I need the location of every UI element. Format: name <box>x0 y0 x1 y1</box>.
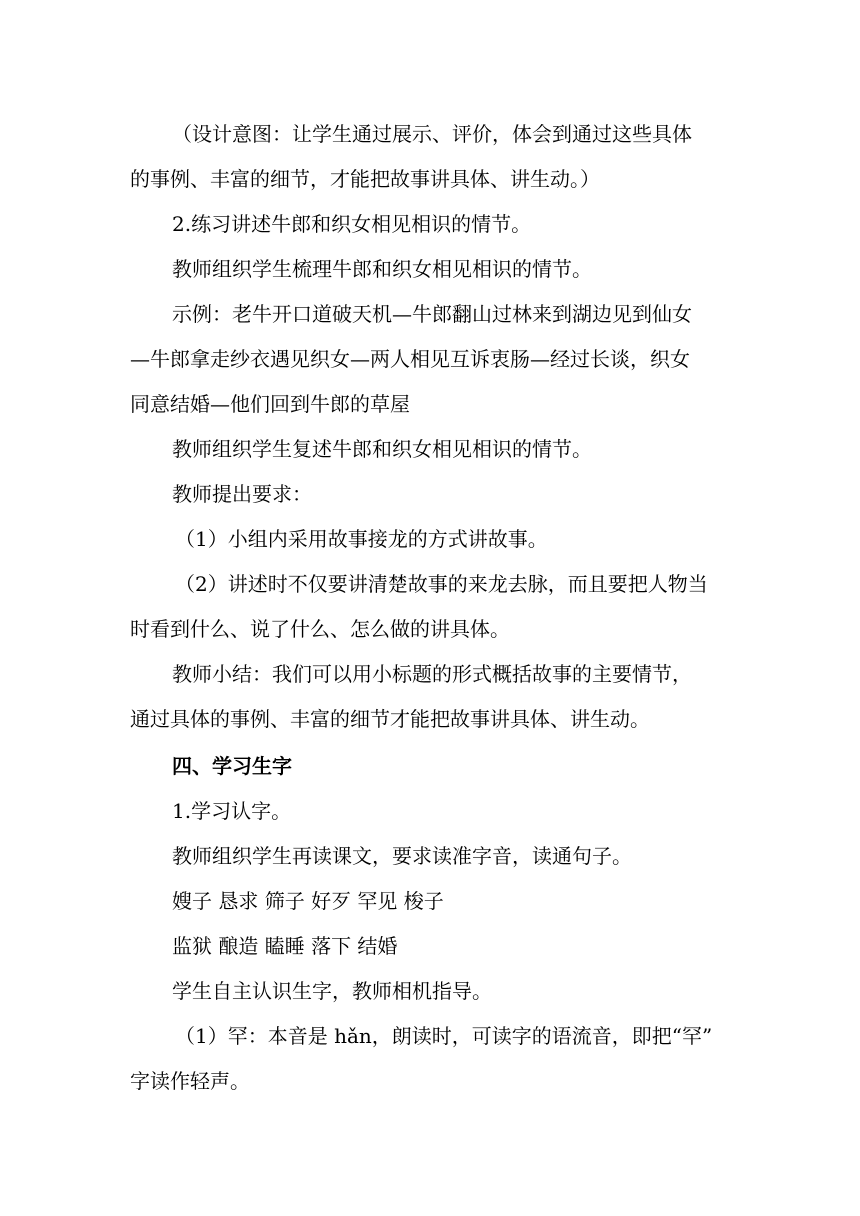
teacher-organize-read: 教师组织学生再读课文，要求读准字音，读通句子。 <box>172 844 632 868</box>
note-1-line-2: 字读作轻声。 <box>130 1069 250 1093</box>
design-intent-line-1: （设计意图：让学生通过展示、评价，体会到通过这些具体 <box>172 122 692 146</box>
design-intent-line-2: 的事例、丰富的细节，才能把故事讲具体、讲生动。） <box>130 167 600 191</box>
example-line-2: —牛郎拿走纱衣遇见织女—两人相见互诉衷肠—经过长谈，织女 <box>130 347 690 371</box>
note-1-line-1: （1）罕：本音是 hǎn，朗读时，可读字的语流音，即把“罕” <box>175 1024 713 1048</box>
requirement-1: （1）小组内采用故事接龙的方式讲故事。 <box>175 527 548 551</box>
step-1-title: 1.学习认字。 <box>172 799 292 823</box>
document-page <box>130 112 730 1104</box>
requirement-2-line-2: 时看到什么、说了什么、怎么做的讲具体。 <box>130 617 510 641</box>
teacher-summary-line-1: 教师小结：我们可以用小标题的形式概括故事的主要情节， <box>172 662 692 686</box>
teacher-requirements: 教师提出要求： <box>172 482 312 506</box>
vocab-line-1: 嫂子 恳求 筛子 好歹 罕见 梭子 <box>172 889 444 913</box>
step-2-title: 2.练习讲述牛郎和织女相见相识的情节。 <box>172 212 532 236</box>
requirement-2-line-1: （2）讲述时不仅要讲清楚故事的来龙去脉，而且要把人物当 <box>175 572 708 596</box>
example-line-1: 示例：老牛开口道破天机—牛郎翻山过林来到湖边见到仙女 <box>172 302 692 326</box>
teacher-summary-line-2: 通过具体的事例、丰富的细节才能把故事讲具体、讲生动。 <box>130 707 650 731</box>
vocab-line-2: 监狱 酿造 瞌睡 落下 结婚 <box>172 934 398 958</box>
example-line-3: 同意结婚—他们回到牛郎的草屋 <box>130 392 410 416</box>
student-self-study: 学生自主认识生字，教师相机指导。 <box>172 979 492 1003</box>
teacher-organize-retell: 教师组织学生复述牛郎和织女相见相识的情节。 <box>172 437 592 461</box>
teacher-organize-sort: 教师组织学生梳理牛郎和织女相见相识的情节。 <box>172 257 592 281</box>
section-4-heading: 四、学习生字 <box>172 754 292 778</box>
